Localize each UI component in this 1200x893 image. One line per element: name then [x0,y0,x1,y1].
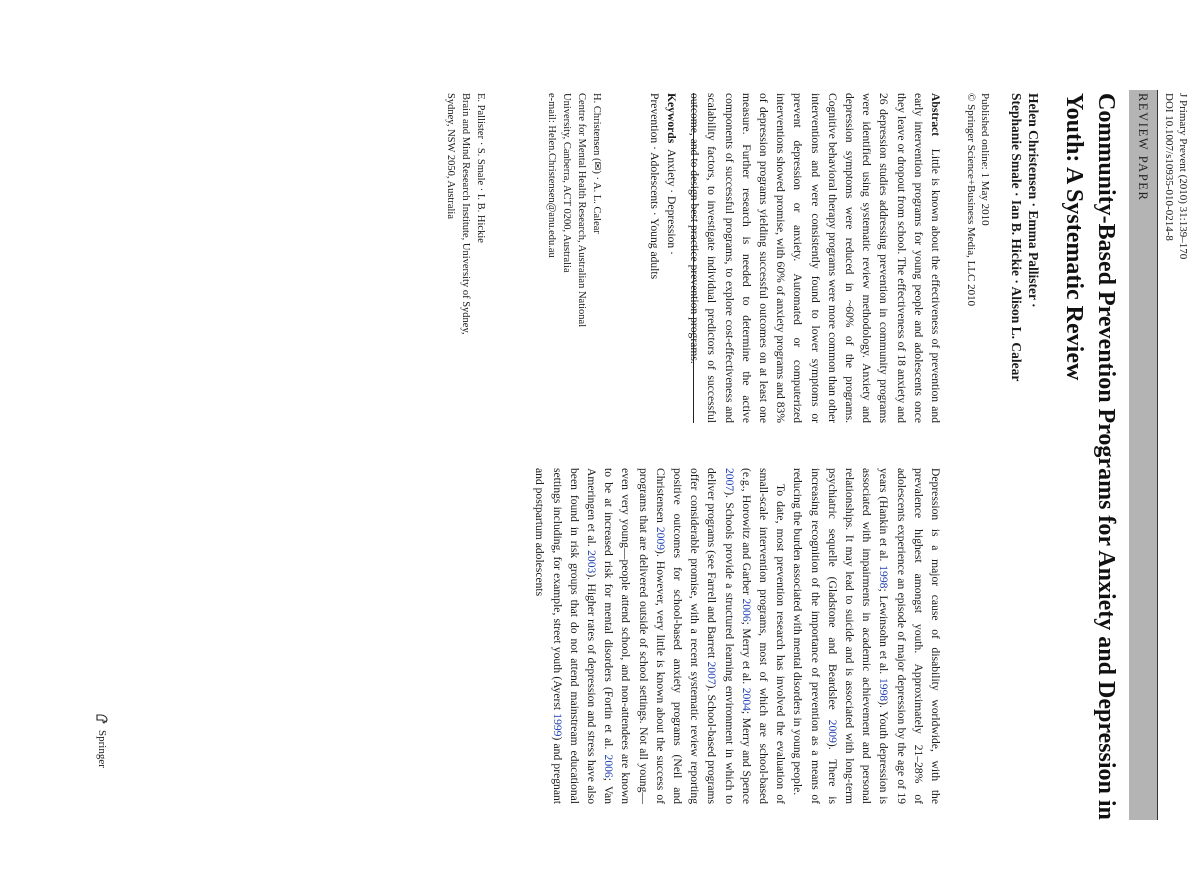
journal-doi: DOI 10.1007/s10935-010-0214-8 [1163,93,1175,241]
citation-link[interactable]: 2004 [739,687,753,711]
author-list [1008,93,1042,813]
abstract-divider [693,93,694,423]
affiliation-1-line-2: University, Canberra, ACT 0200, Australia [561,93,572,273]
affiliation-2-line-2: Sydney, NSW 2050, Australia [445,93,456,219]
body-paragraph-2: To date, most prevention research has involved the evaluation of small-scale intervention programs, most of which are school-based (e.g., Horowitz and Garber 2006; Merry et al. 2004; Merry and Spence 2007). Schools provide a structured learning environment in which to deliver programs (see Farrell and Barrett 2007). School-based programs offer considerable promise, with a recent systematic review reporting positive outcomes for school-based anxiety programs (Neil and Christensen 2009). However, very little is known about the success of programs that are delivered outside of school settings. Not all young—even very young—people attend school, and non-attendees are known to be at increased risk for mental disorders (Fortin et al. 2006; Van Ameringen et al. 2003). Higher rates of depression and stress have also been found in risk groups that do not attend mainstream educational settings including, for example, street youth (Ayerst 1999) and pregnant and postpartum adolescents [533,468,788,805]
keywords-line-2: Prevention · Adolescents · Young adults [647,93,661,280]
abstract-text: Little is known about the effectiveness of prevention and early intervention programs for young people and adolescents once they leave or dropout from school. The effectiveness of 18 anxiety and 26 depression studies addressing prevention in community programs were identified using systematic review methodology. Anxiety and depression symptoms were reduced in ~60% of the programs. Cognitive behavioral therapy programs were more common than other interventions and were consistently found to lower symptoms or prevent depression or anxiety. Automated or computerized interventions showed promise, with 60% of anxiety programs and 83% of depression programs yielding successful outcomes on at least one measure. Further research is needed to determine the active components of successful programs, to explore cost-effectiveness and scalability factors, to investigate individual predictors of successful outcome, and to design best practice prevention programs. [688,93,942,423]
affiliation-1 [544,93,604,423]
keywords [646,93,680,423]
abstract-label: Abstract [929,93,942,137]
authors-line-1: Helen Christensen · Emma Pallister · [1026,93,1041,308]
journal-info [1162,93,1190,259]
body-paragraph-1: Depression is a major cause of disability worldwide, with the prevalence highest amongst youth. Approximately 21–28% of adolescents experience an episode of major depression by the age of 19 years (Hankin et al. 1998; Lewinsohn et al. 1998). Youth depression is associated with impairments in academic achievement and personal relationships. It may lead to suicide and is associated with long-term psychiatric sequelle (Gladstone and Beardslee 2009). There is increasing recognition of the importance of prevention as a means of reducing the burden associated with mental disorders in young people. [791,468,942,804]
keywords-line-1: Anxiety · Depression · [665,149,678,255]
citation-link[interactable]: 2009 [825,719,839,743]
citation-link[interactable]: 2003 [584,550,598,574]
citation-link[interactable]: 2009 [653,526,667,551]
affiliation-2-line-1: Brain and Mind Research Institute, University of Sydney, [460,93,471,335]
publisher-name: Springer [96,730,108,768]
citation-link[interactable]: 1998 [877,677,891,702]
publication-info [964,93,992,306]
body-text [531,468,944,804]
published-online: Published online: 1 May 2010 [979,93,991,226]
citation-link[interactable]: 1999 [550,713,564,737]
authors-line-2: Stephanie Smale · Ian B. Hickie · Alison L. Calear [1009,93,1024,382]
copyright: © Springer Science+Business Media, LLC 2010 [965,93,977,307]
citation-link[interactable]: 2007 [705,661,719,685]
keywords-label: Keywords [665,93,678,144]
citation-link[interactable]: 2007 [722,468,736,492]
abstract [686,93,944,423]
affiliation-1-names: H. Christensen (✉) · A. L. Calear [591,93,602,234]
springer-logo [94,712,110,768]
affiliation-1-email[interactable]: e-mail: Helen.Christensen@anu.edu.au [546,93,557,258]
citation-link[interactable]: 2006 [739,598,753,622]
citation-link[interactable]: 1998 [877,565,891,589]
journal-citation: J Primary Prevent (2010) 31:139–170 [1177,93,1189,260]
affiliation-2 [443,93,488,423]
springer-horse-icon [95,712,109,726]
section-label: REVIEW PAPER [1136,93,1150,202]
affiliation-1-line-1: Centre for Mental Health Research, Australian National [576,93,587,328]
affiliation-2-names: E. Pallister · S. Smale · I. B. Hickie [475,93,486,243]
paper-title: Community-Based Prevention Programs for Anxiety and Depression in Youth: A Systematic Review [1061,93,1119,820]
citation-link[interactable]: 2006 [602,754,616,778]
